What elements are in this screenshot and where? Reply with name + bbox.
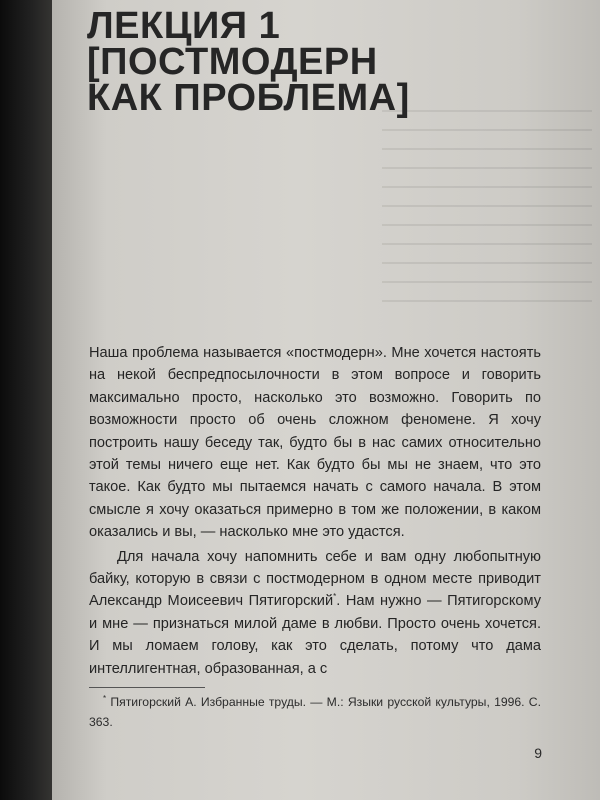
book-page — [52, 0, 600, 800]
chapter-title-line-1: ЛЕКЦИЯ 1 — [87, 5, 281, 47]
footnote-divider — [89, 687, 205, 688]
chapter-title-line-3: КАК ПРОБЛЕМА] — [87, 77, 410, 119]
main-text — [89, 342, 541, 680]
footnote-mark: * — [103, 693, 107, 703]
footnote-reference: * — [333, 592, 337, 602]
paragraph-2 — [89, 546, 541, 680]
footnote — [89, 692, 541, 732]
bleed-through-text — [382, 110, 592, 340]
paragraph-1: Наша проблема называется «постмодерн». Мне хочется настоять на некой беспредпосылочности в этом вопросе и говорить максимально просто, насколько это возможно. Говорить по возможности просто об очень сложном феномене. Я хочу построить нашу беседу так, будто бы в нас самих относительно этой темы ничего еще нет. Как будто бы мы не знаем, что это такое. Как будто мы пытаемся начать с самого начала. В этом смысле я хочу оказаться примерно в том же положении, в каком оказались и вы, — насколько мне это удастся. — [89, 345, 541, 541]
paragraph-2-start: Для начала хочу напомнить себе и вам одну любопытную байку, которую в связи с постмодерном в одном месте приводит Александр Моисеевич Пятигорский — [89, 548, 541, 610]
book-spine-shadow — [0, 0, 58, 800]
footnote-text: Пятигорский А. Избранные труды. — М.: Языки русской культуры, 1996. С. 363. — [89, 695, 541, 729]
chapter-title — [87, 5, 410, 119]
chapter-title-line-2: [ПОСТМОДЕРН — [87, 41, 378, 83]
page-number: 9 — [534, 745, 542, 761]
paragraph-2-end: . Нам нужно — Пятигорскому и мне — признаться милой даме в любви. Просто очень хочется. И мы ломаем голову, как это сделать, потому что дама интеллигентная, образованная, а с — [89, 593, 542, 677]
